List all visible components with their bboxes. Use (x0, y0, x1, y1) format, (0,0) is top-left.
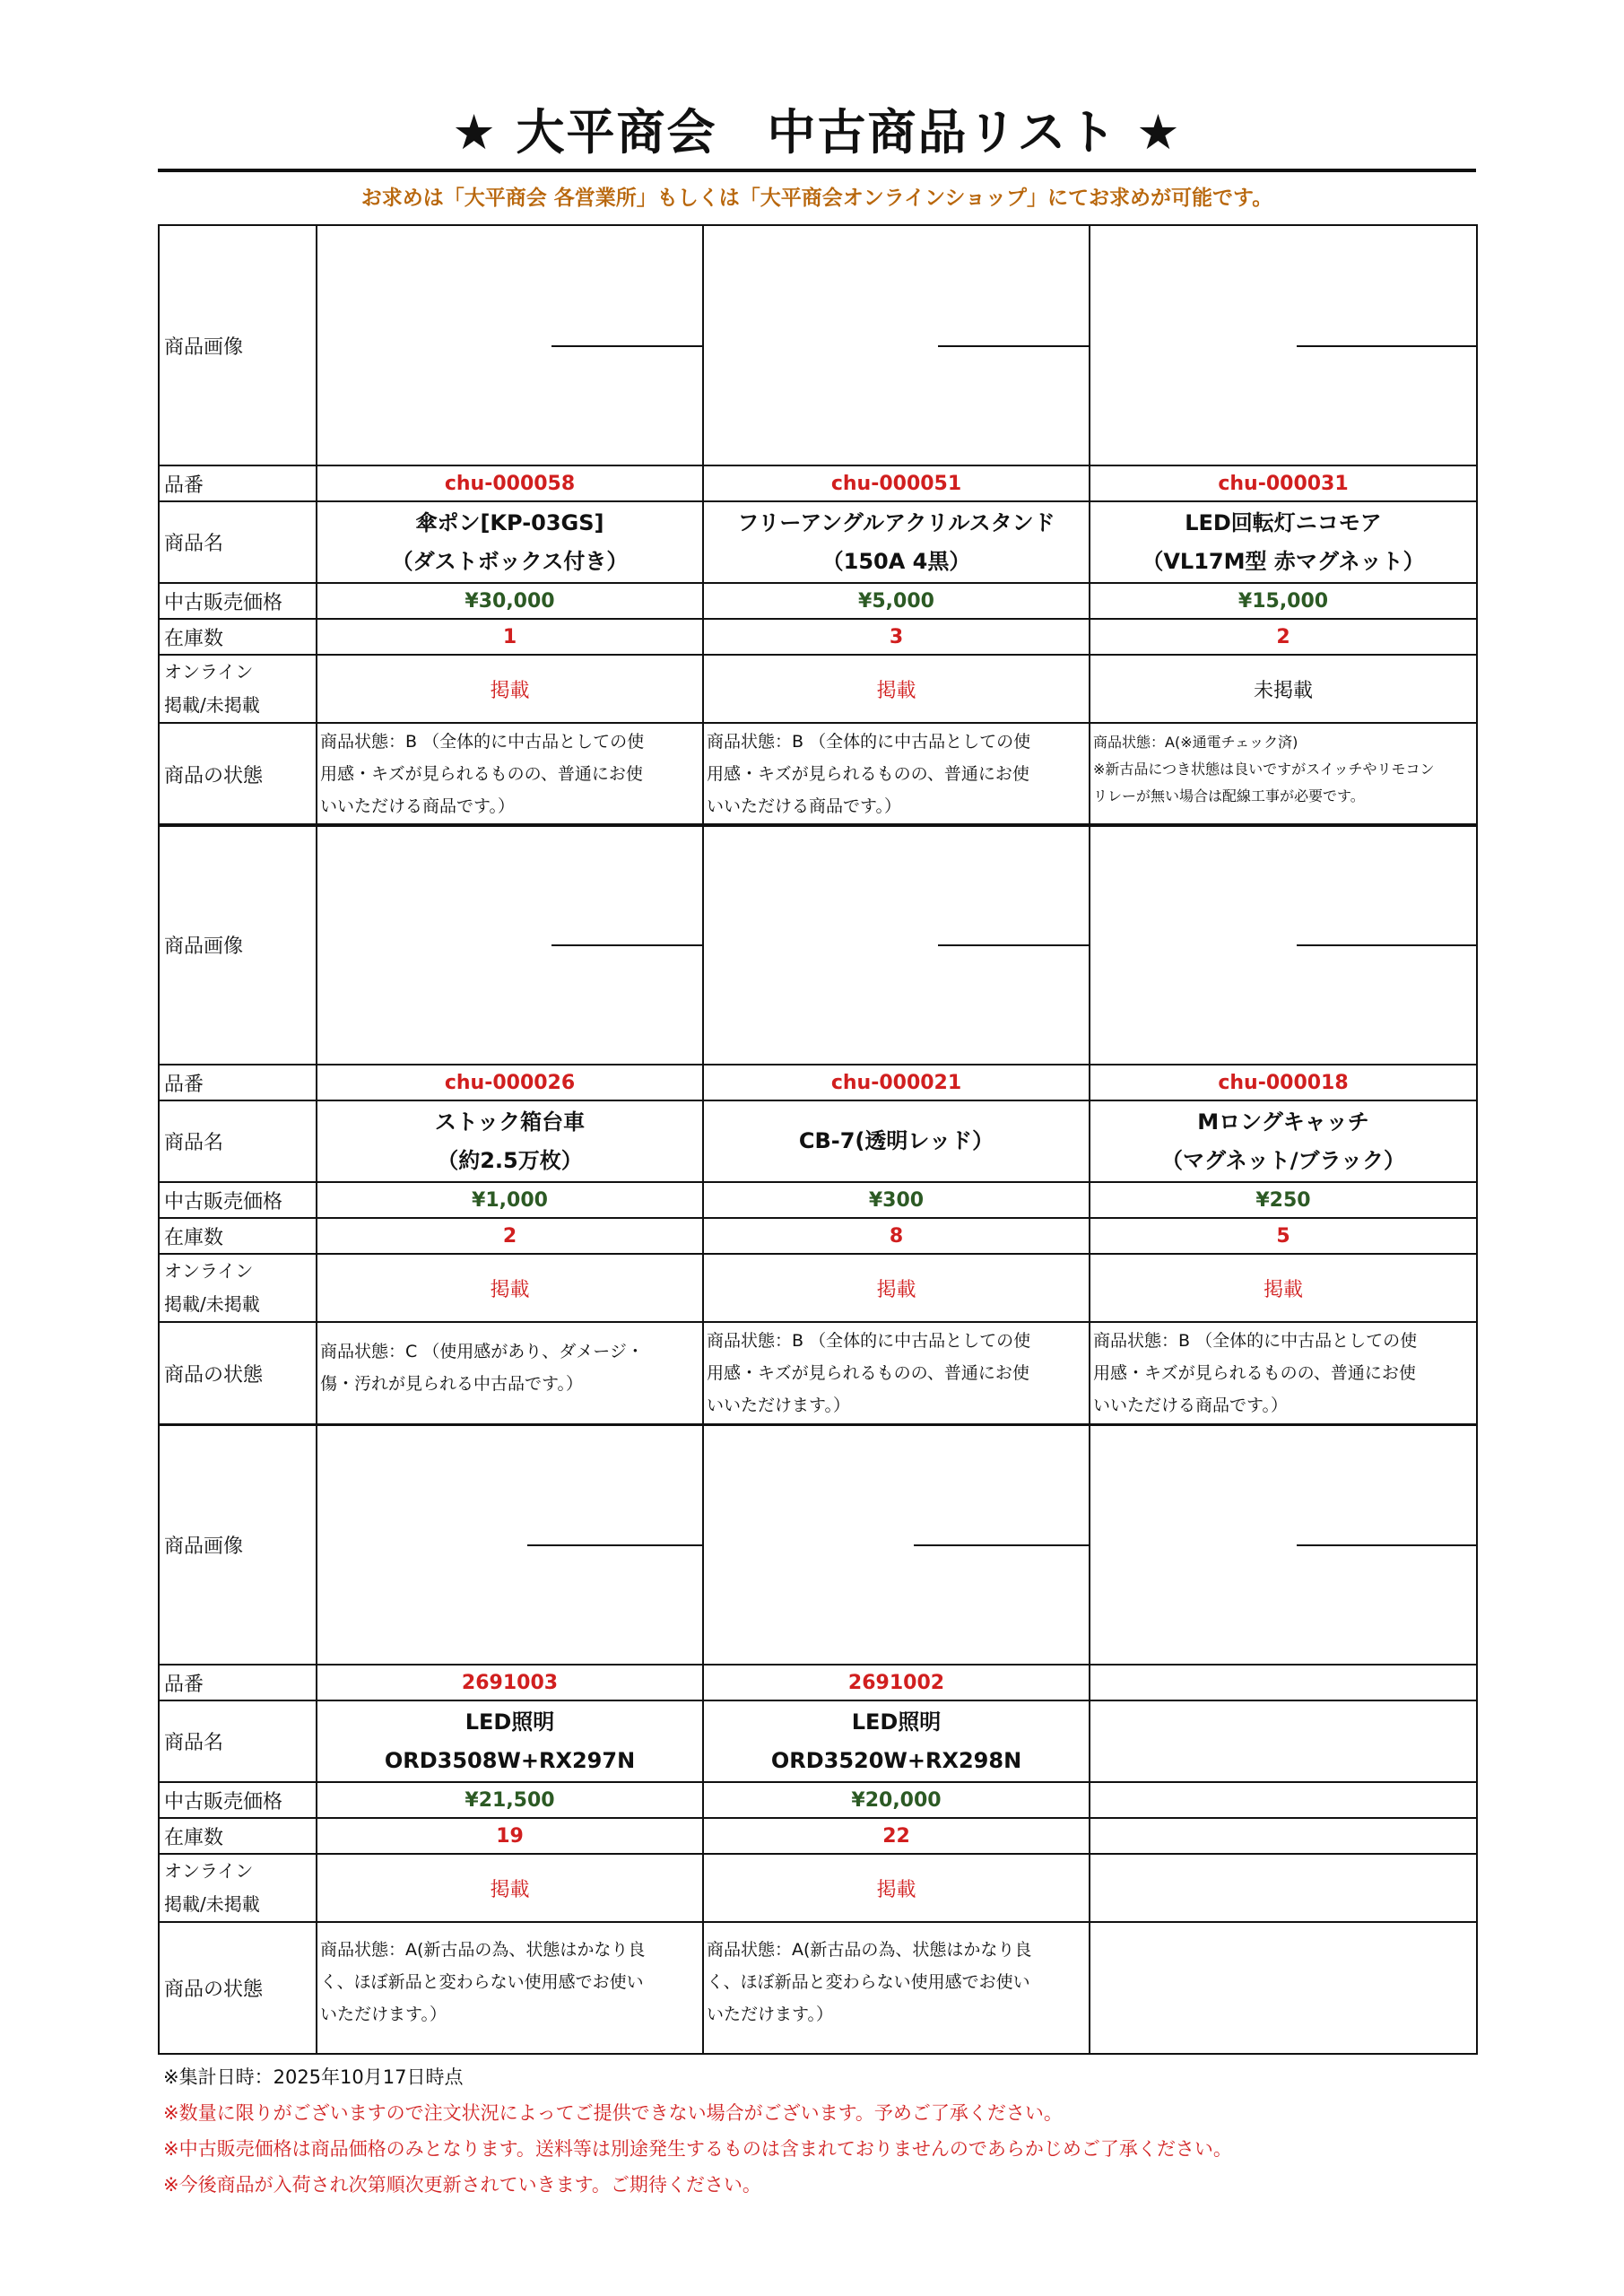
empty-photos (1090, 1424, 1477, 1665)
product-block-3 (158, 1423, 1478, 2055)
empty-cell (1090, 1922, 1477, 2054)
product-price: ¥20,000 (703, 1782, 1090, 1818)
product-condition: 商品状態：B （全体的に中古品としての使 用感・キズが見られるものの、普通にお使 いいただける商品です。） (703, 723, 1090, 826)
product-photos (703, 225, 1090, 465)
product-photo-sub-1 (938, 345, 1089, 347)
online-status: 掲載 (317, 1854, 703, 1922)
label-stock: 在庫数 (159, 619, 317, 655)
page-title: ★ 大平商会 中古商品リスト ★ (452, 104, 1182, 161)
product-stock: 3 (703, 619, 1090, 655)
online-status: 掲載 (1090, 1254, 1477, 1322)
product-stock: 19 (317, 1818, 703, 1854)
product-code: 2691003 (317, 1665, 703, 1700)
label-stock: 在庫数 (159, 1818, 317, 1854)
empty-cell (1090, 1665, 1477, 1700)
label-image: 商品画像 (159, 225, 317, 465)
product-name: フリーアングルアクリルスタンド （150A 4黒） (703, 501, 1090, 583)
product-code: chu-000018 (1090, 1065, 1477, 1100)
product-price: ¥5,000 (703, 583, 1090, 619)
label-price: 中古販売価格 (159, 1782, 317, 1818)
product-price: ¥15,000 (1090, 583, 1477, 619)
product-code: chu-000021 (703, 1065, 1090, 1100)
product-code: chu-000026 (317, 1065, 703, 1100)
label-name: 商品名 (159, 1700, 317, 1782)
label-price: 中古販売価格 (159, 1182, 317, 1218)
label-name: 商品名 (159, 1100, 317, 1182)
product-code: chu-000058 (317, 465, 703, 501)
product-name: ストック箱台車 （約2.5万枚） (317, 1100, 703, 1182)
product-name: 傘ポン[KP-03GS] （ダストボックス付き） (317, 501, 703, 583)
product-name: LED照明 ORD3508W+RX297N (317, 1700, 703, 1782)
notice-3: ※今後商品が入荷され次第順次更新されていきます。ご期待ください。 (163, 2174, 761, 2196)
product-photo-sub-1 (551, 345, 702, 347)
product-stock: 8 (703, 1218, 1090, 1254)
empty-cell (1090, 1854, 1477, 1922)
product-price: ¥250 (1090, 1182, 1477, 1218)
product-condition: 商品状態：A(新古品の為、状態はかなり良 く、ほぼ新品と変わらない使用感でお使い いただけます。） (317, 1922, 703, 2054)
product-block-1 (158, 224, 1478, 827)
label-code: 品番 (159, 1665, 317, 1700)
notice-1: ※数量に限りがございますので注文状況によってご提供できない場合がございます。予めご了承ください。 (163, 2102, 1063, 2124)
product-photo-sub-1 (527, 1544, 702, 1546)
label-online: オンライン 掲載/未掲載 (159, 1854, 317, 1922)
label-online: オンライン 掲載/未掲載 (159, 655, 317, 723)
product-name: LED回転灯ニコモア （VL17M型 赤マグネット） (1090, 501, 1477, 583)
product-name: Mロングキャッチ （マグネット/ブラック） (1090, 1100, 1477, 1182)
product-photos (703, 824, 1090, 1065)
label-stock: 在庫数 (159, 1218, 317, 1254)
product-stock: 5 (1090, 1218, 1477, 1254)
product-code: 2691002 (703, 1665, 1090, 1700)
product-photo-sub-1 (551, 944, 702, 946)
online-status: 掲載 (703, 1254, 1090, 1322)
product-price: ¥30,000 (317, 583, 703, 619)
product-photos (317, 1424, 703, 1665)
product-condition: 商品状態：B （全体的に中古品としての使 用感・キズが見られるものの、普通にお使 いいただけます。） (703, 1322, 1090, 1425)
product-photo-sub-1 (1297, 944, 1476, 946)
product-code: chu-000051 (703, 465, 1090, 501)
product-photos (703, 1424, 1090, 1665)
label-name: 商品名 (159, 501, 317, 583)
product-price: ¥1,000 (317, 1182, 703, 1218)
product-price: ¥300 (703, 1182, 1090, 1218)
label-condition: 商品の状態 (159, 1922, 317, 2054)
product-condition: 商品状態：C （使用感があり、ダメージ・ 傷・汚れが見られる中古品です。） (317, 1322, 703, 1425)
product-condition: 商品状態：A(※通電チェック済) ※新古品につき状態は良いですがスイッチやリモコン リレーが無い場合は配線工事が必要です。 (1090, 723, 1477, 826)
product-name: CB-7(透明レッド） (703, 1100, 1090, 1182)
title-divider (158, 169, 1476, 172)
page-subtitle: お求めは「大平商会 各営業所」もしくは「大平商会オンラインショップ」にてお求めが可能です。 (360, 187, 1273, 210)
empty-cell (1090, 1818, 1477, 1854)
product-photo-sub-1 (938, 944, 1089, 946)
product-condition: 商品状態：A(新古品の為、状態はかなり良 く、ほぼ新品と変わらない使用感でお使い いただけます。） (703, 1922, 1090, 2054)
label-image: 商品画像 (159, 824, 317, 1065)
product-stock: 22 (703, 1818, 1090, 1854)
product-price: ¥21,500 (317, 1782, 703, 1818)
product-photos (317, 225, 703, 465)
product-photos (1090, 824, 1477, 1065)
empty-cell (1090, 1782, 1477, 1818)
product-condition: 商品状態：B （全体的に中古品としての使 用感・キズが見られるものの、普通にお使 いいただける商品です。） (1090, 1322, 1477, 1425)
product-photo-sub-1 (914, 1544, 1089, 1546)
online-status: 掲載 (317, 1254, 703, 1322)
label-code: 品番 (159, 465, 317, 501)
label-condition: 商品の状態 (159, 723, 317, 826)
online-status: 掲載 (703, 655, 1090, 723)
product-photo-sub-1 (1297, 345, 1476, 347)
online-status: 掲載 (703, 1854, 1090, 1922)
product-name: LED照明 ORD3520W+RX298N (703, 1700, 1090, 1782)
label-condition: 商品の状態 (159, 1322, 317, 1425)
product-stock: 2 (317, 1218, 703, 1254)
product-condition: 商品状態：B （全体的に中古品としての使 用感・キズが見られるものの、普通にお使 いいただける商品です。） (317, 723, 703, 826)
empty-cell (1090, 1700, 1477, 1782)
notice-2: ※中古販売価格は商品価格のみとなります。送料等は別途発生するものは含まれておりませんのであらかじめご了承ください。 (163, 2138, 1232, 2160)
online-status: 掲載 (317, 655, 703, 723)
product-stock: 2 (1090, 619, 1477, 655)
product-code: chu-000031 (1090, 465, 1477, 501)
product-stock: 1 (317, 619, 703, 655)
label-online: オンライン 掲載/未掲載 (159, 1254, 317, 1322)
online-status: 未掲載 (1090, 655, 1477, 723)
product-block-2 (158, 823, 1478, 1426)
date-note: ※集計日時：2025年10月17日時点 (163, 2066, 464, 2088)
label-code: 品番 (159, 1065, 317, 1100)
label-price: 中古販売価格 (159, 583, 317, 619)
product-photos (1090, 225, 1477, 465)
label-image: 商品画像 (159, 1424, 317, 1665)
product-photos (317, 824, 703, 1065)
